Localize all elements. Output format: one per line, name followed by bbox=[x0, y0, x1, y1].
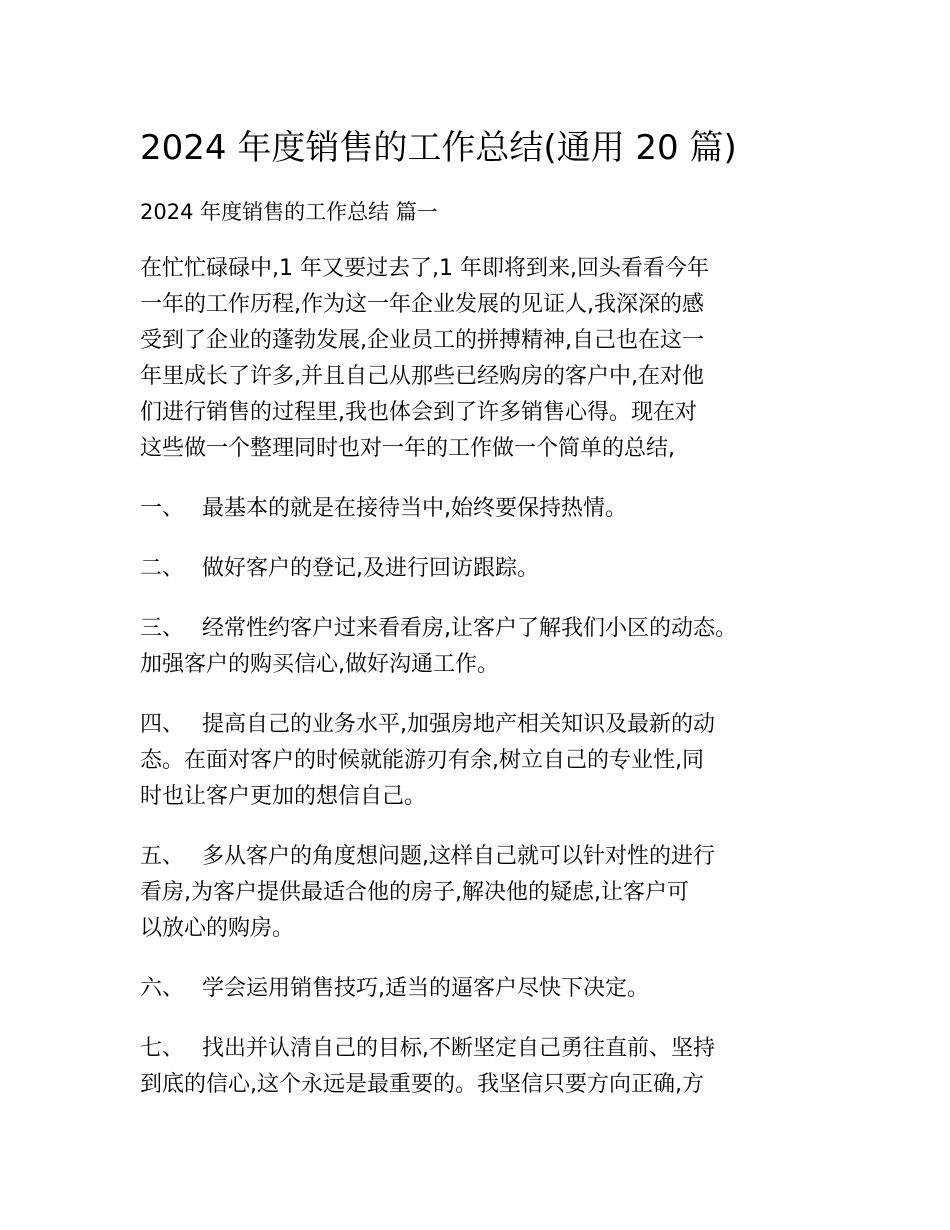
section-heading: 2024 年度销售的工作总结 篇一 bbox=[140, 200, 438, 224]
text-line: 看房,为客户提供最适合他的房子,解决他的疑虑,让客户可 bbox=[140, 880, 689, 905]
list-item bbox=[140, 551, 830, 587]
text-line bbox=[140, 551, 830, 587]
item-number: 二、 bbox=[140, 556, 185, 581]
item-number: 七、 bbox=[140, 1036, 185, 1061]
text-line: 态。在面对客户的时候就能游刃有余,树立自己的专业性,同 bbox=[140, 748, 704, 773]
text-line bbox=[140, 611, 830, 647]
item-text: 多从客户的角度想问题,这样自己就可以针对性的进行 bbox=[202, 844, 715, 869]
text-line: 年里成长了许多,并且自己从那些已经购房的客户中,在对他 bbox=[140, 364, 704, 389]
list-item bbox=[140, 839, 830, 947]
text-line: 受到了企业的蓬勃发展,企业员工的拼搏精神,自己也在这一 bbox=[140, 328, 704, 353]
text-line: 这些做一个整理同时也对一年的工作做一个简单的总结, bbox=[140, 436, 675, 461]
item-text: 做好客户的登记,及进行回访跟踪。 bbox=[202, 556, 539, 581]
text-line bbox=[140, 491, 830, 527]
text-line bbox=[140, 707, 830, 743]
item-number: 五、 bbox=[140, 844, 185, 869]
item-number: 三、 bbox=[140, 616, 185, 641]
text-line: 们进行销售的过程里,我也体会到了许多销售心得。现在对 bbox=[140, 400, 697, 425]
text-line bbox=[140, 839, 830, 875]
text-line: 以放心的购房。 bbox=[140, 916, 295, 941]
text-line: 一年的工作历程,作为这一年企业发展的见证人,我深深的感 bbox=[140, 292, 704, 317]
item-number: 六、 bbox=[140, 976, 185, 1001]
item-number: 一、 bbox=[140, 496, 185, 521]
item-text: 经常性约客户过来看看房,让客户了解我们小区的动态。 bbox=[202, 616, 737, 641]
text-line bbox=[140, 1031, 830, 1067]
text-line: 在忙忙碌碌中,1 年又要过去了,1 年即将到来,回头看看今年 bbox=[140, 256, 709, 281]
list-item bbox=[140, 611, 830, 683]
item-text: 学会运用销售技巧,适当的逼客户尽快下决定。 bbox=[202, 976, 649, 1001]
list-item bbox=[140, 971, 830, 1007]
list-item bbox=[140, 491, 830, 527]
text-line: 加强客户的购买信心,做好沟通工作。 bbox=[140, 652, 499, 677]
text-line: 到底的信心,这个永远是最重要的。我坚信只要方向正确,方 bbox=[140, 1072, 704, 1097]
text-line bbox=[140, 971, 830, 1007]
list-item bbox=[140, 707, 830, 815]
list-item bbox=[140, 1031, 830, 1103]
item-text: 找出并认清自己的目标,不断坚定自己勇往直前、坚持 bbox=[202, 1036, 715, 1061]
text-line: 时也让客户更加的想信自己。 bbox=[140, 784, 427, 809]
document-title: 2024 年度销售的工作总结(通用 20 篇) bbox=[140, 128, 737, 168]
document-body bbox=[140, 251, 830, 1127]
intro-paragraph bbox=[140, 251, 830, 467]
item-text: 提高自己的业务水平,加强房地产相关知识及最新的动 bbox=[202, 712, 715, 737]
item-text: 最基本的就是在接待当中,始终要保持热情。 bbox=[202, 496, 627, 521]
item-number: 四、 bbox=[140, 712, 185, 737]
